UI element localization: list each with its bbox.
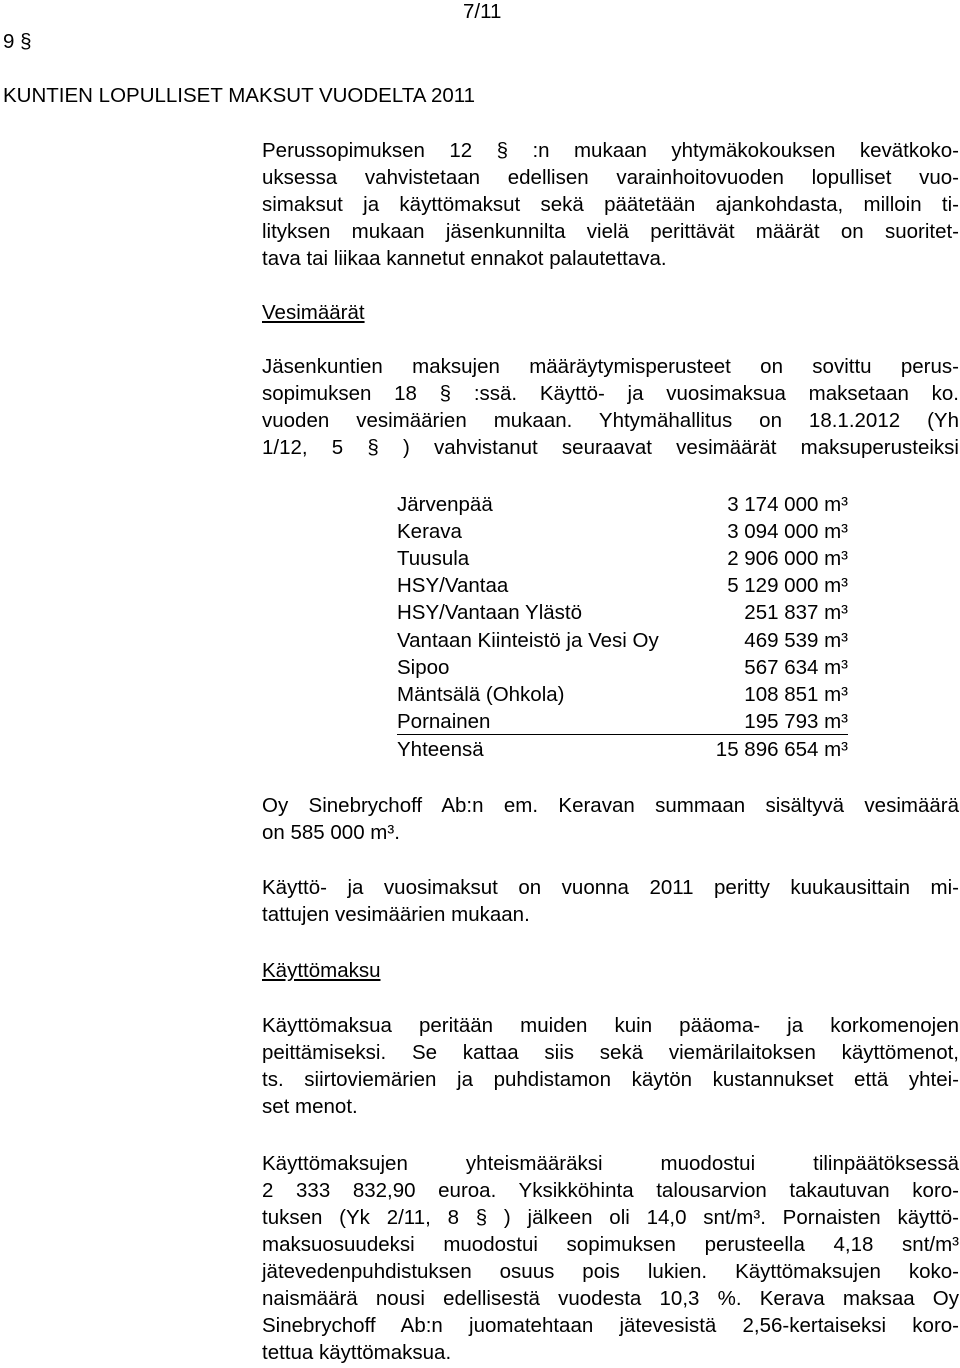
table-total-value: 15 896 654 m³ (715, 738, 848, 761)
total-line: tuksen (Yk 2/11, 8 § ) jälkeen oli 14,0 snt/m³. Pornaisten käyttö- (262, 1206, 959, 1229)
total-line: 2 333 832,90 euroa. Yksikköhinta talousarvion takautuvan koro- (262, 1179, 959, 1202)
water-line: sopimuksen 18 § :ssä. Käyttö- ja vuosimaksua maksetaan ko. (262, 382, 959, 405)
fee-line: set menot. (262, 1095, 358, 1118)
page-title: KUNTIEN LOPULLISET MAKSUT VUODELTA 2011 (3, 84, 476, 107)
intro-line: uksessa vahvistetaan edellisen varainhoitovuoden lopulliset vuo- (262, 166, 959, 189)
table-row-value: 2 906 000 m³ (727, 547, 848, 570)
table-row-name: Mäntsälä (Ohkola) (397, 683, 565, 706)
table-row-name: Pornainen (397, 710, 491, 733)
intro-line: tava tai liikaa kannetut ennakot palautettava. (262, 247, 667, 270)
note-line: on 585 000 m³. (262, 821, 400, 844)
section-number: 9 (3, 30, 15, 53)
page-number: 7/11 (463, 0, 502, 23)
section-sign: § (20, 30, 32, 53)
table-total-name: Yhteensä (397, 738, 484, 761)
table-row-value: 195 793 m³ (744, 710, 848, 733)
total-line: tettua käyttömaksua. (262, 1341, 452, 1364)
table-row-name: Vantaan Kiinteistö ja Vesi Oy (397, 629, 659, 652)
table-row-name: Kerava (397, 520, 462, 543)
section-heading (3, 28, 32, 56)
table-row-name: Tuusula (397, 547, 470, 570)
table-row-value: 3 094 000 m³ (727, 520, 848, 543)
table-row-name: HSY/Vantaa (397, 574, 509, 597)
heading-usage-fee: Käyttömaksu (262, 959, 381, 982)
heading-water-volumes: Vesimäärät (262, 301, 365, 324)
water-line: vuoden vesimäärien mukaan. Yhtymähallitus on 18.1.2012 (Yh (262, 409, 959, 432)
fee-line: ts. siirtoviemärien ja puhdistamon käytön kustannukset että yhtei- (262, 1068, 959, 1091)
table-row-value: 567 634 m³ (744, 656, 848, 679)
table-row-value: 3 174 000 m³ (727, 493, 848, 516)
table-row-value: 108 851 m³ (744, 683, 848, 706)
table-row-name: Sipoo (397, 656, 450, 679)
intro-line: lityksen mukaan jäsenkunnilta vielä perittävät määrät on suoritet- (262, 220, 959, 243)
table-row-name: HSY/Vantaan Ylästö (397, 601, 583, 624)
water-line: 1/12, 5 § ) vahvistanut seuraavat vesimäärät maksuperusteiksi (262, 436, 959, 459)
table-row-name: Järvenpää (397, 493, 493, 516)
note-line: Oy Sinebrychoff Ab:n em. Keravan summaan sisältyvä vesimäärä (262, 794, 959, 817)
fee-line: peittämiseksi. Se kattaa siis sekä viemärilaitoksen käyttömenot, (262, 1041, 959, 1064)
total-line: Käyttömaksujen yhteismääräksi muodostui tilinpäätöksessä (262, 1152, 959, 1175)
table-total-rule (397, 734, 848, 735)
total-line: jätevedenpuhdistuksen osuus pois lukien. Käyttömaksujen koko- (262, 1260, 959, 1283)
table-row-value: 5 129 000 m³ (727, 574, 848, 597)
intro-line: Perussopimuksen 12 § :n mukaan yhtymäkokouksen kevätkoko- (262, 139, 959, 162)
table-row-value: 251 837 m³ (744, 601, 848, 624)
water-line: Jäsenkuntien maksujen määräytymisperusteet on sovittu perus- (262, 355, 959, 378)
intro-line: simaksut ja käyttömaksut sekä päätetään ajankohdasta, milloin ti- (262, 193, 959, 216)
monthly-line: tattujen vesimäärien mukaan. (262, 903, 530, 926)
total-line: naismäärä nousi edellisestä vuodesta 10,3 %. Kerava maksaa Oy (262, 1287, 959, 1310)
fee-line: Käyttömaksua peritään muiden kuin pääoma- ja korkomenojen (262, 1014, 959, 1037)
table-row-value: 469 539 m³ (744, 629, 848, 652)
total-line: maksuosuudeksi muodostui sopimuksen perusteella 4,18 snt/m³ (262, 1233, 959, 1256)
total-line: Sinebrychoff Ab:n juomatehtaan jätevesistä 2,56-kertaiseksi koro- (262, 1314, 959, 1337)
monthly-line: Käyttö- ja vuosimaksut on vuonna 2011 peritty kuukausittain mi- (262, 876, 959, 899)
